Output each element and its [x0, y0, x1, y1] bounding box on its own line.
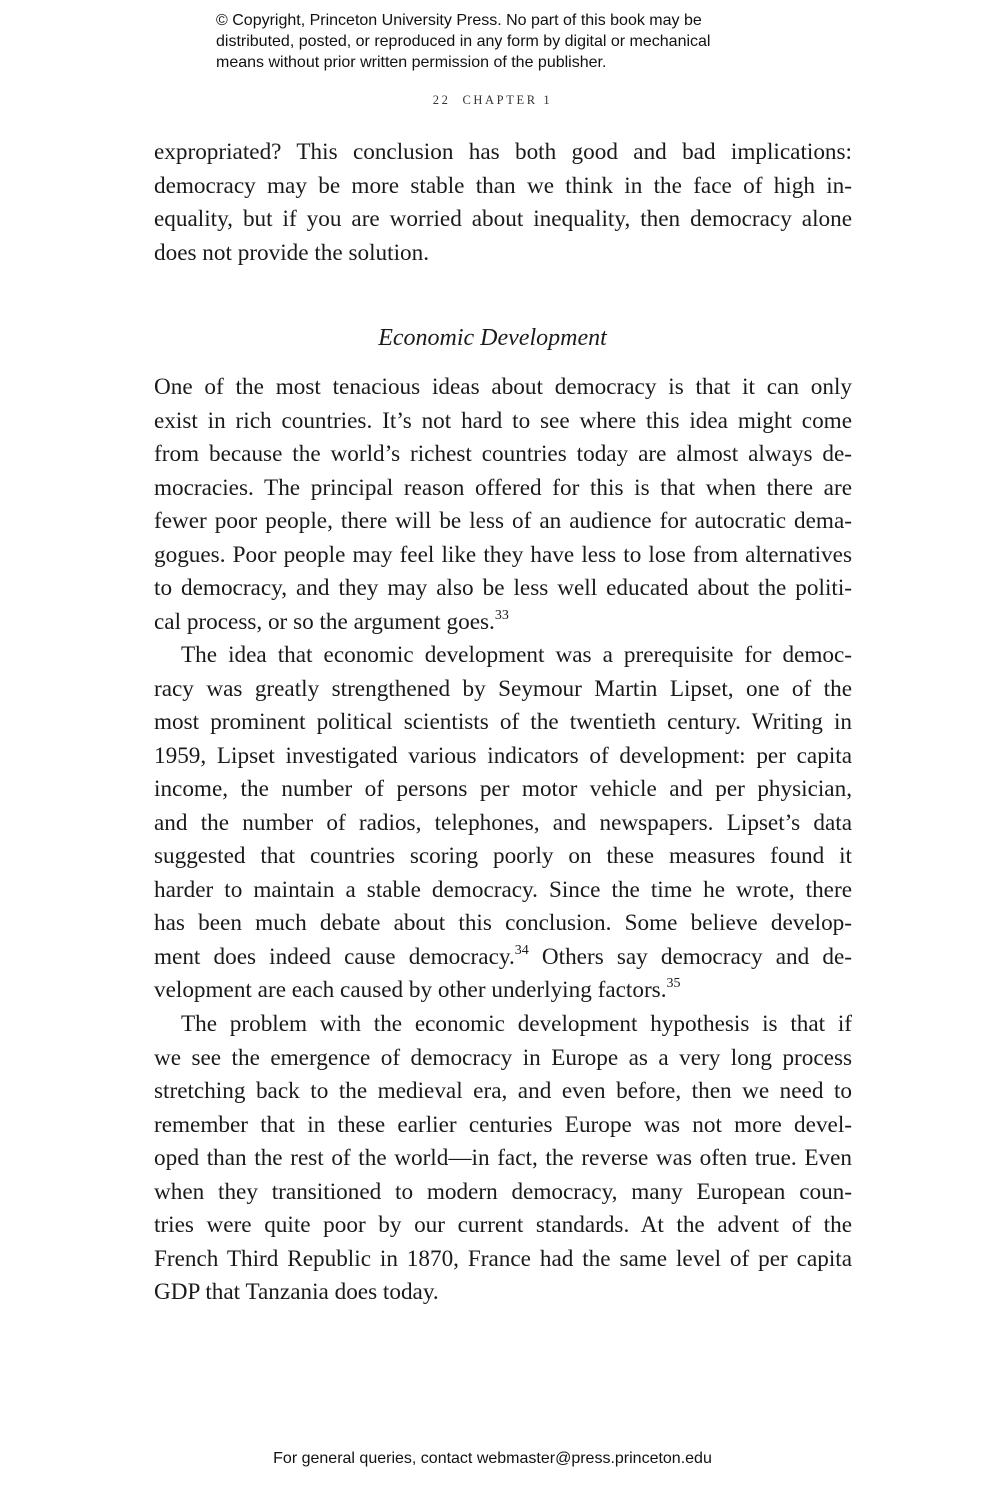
text-line: The idea that economic development was a prerequisite for democ-	[181, 642, 852, 668]
running-head	[0, 93, 985, 108]
text-line: equality, but if you are worried about inequality, then democracy alone	[154, 206, 852, 232]
text-line: racy was greatly strengthened by Seymour Martin Lipset, one of the	[154, 675, 852, 702]
text-line: fewer poor people, there will be less of an audience for autocratic dema-	[154, 508, 852, 534]
text-line: stretching back to the medieval era, and even before, then we need to	[154, 1078, 852, 1104]
text-line	[154, 606, 852, 640]
copyright-line: © Copyright, Princeton University Press. No part of this book may be	[216, 12, 702, 29]
copyright-line: distributed, posted, or reproduced in any form by digital or mechanical	[216, 33, 711, 50]
text-line: most prominent political scientists of the twentieth century. Writing in	[154, 709, 852, 735]
paragraph-2	[154, 639, 852, 1008]
text-line: remember that in these earlier centuries Europe was not more devel-	[154, 1111, 852, 1138]
text-line: mocracies. The principal reason offered for this is that when there are	[154, 474, 852, 501]
text-line: GDP that Tanzania does today.	[154, 1279, 439, 1305]
footnote-ref-34: 34	[514, 942, 529, 958]
text-line: The problem with the economic development hypothesis is that if	[181, 1011, 852, 1037]
text-line: income, the number of persons per motor vehicle and per physician,	[154, 776, 852, 802]
text-line	[154, 974, 852, 1008]
text-line: expropriated? This conclusion has both good and bad implications:	[154, 139, 852, 165]
page-number: 22	[432, 93, 451, 107]
text-fragment: Others say democracy and de-	[528, 943, 852, 970]
text-line: French Third Republic in 1870, France had the same level of per capita	[154, 1245, 852, 1272]
text-line: and the number of radios, telephones, and newspapers. Lipset’s data	[154, 809, 852, 836]
text-line: oped than the rest of the world—in fact, the reverse was often true. Even	[154, 1145, 852, 1171]
text-line: when they transitioned to modern democracy, many European coun-	[154, 1178, 852, 1205]
footer-contact: For general queries, contact webmaster@press.princeton.edu	[273, 1450, 712, 1467]
text-line: suggested that countries scoring poorly on these measures found it	[154, 843, 852, 869]
paragraph-1	[154, 371, 852, 639]
paragraph-3	[154, 1008, 852, 1310]
text-line: from because the world’s richest countries today are almost always de-	[154, 441, 852, 467]
text-line: harder to maintain a stable democracy. Since the time he wrote, there	[154, 876, 852, 903]
text-line: gogues. Poor people may feel like they have less to lose from alternatives	[154, 541, 852, 568]
chapter-label: CHAPTER 1	[462, 93, 553, 107]
footnote-ref-35: 35	[666, 976, 681, 992]
text-line: to democracy, and they may also be less well educated about the politi-	[154, 575, 852, 601]
text-line: exist in rich countries. It’s not hard to see where this idea might come	[154, 407, 852, 434]
text-line: has been much debate about this conclusion. Some believe develop-	[154, 910, 852, 936]
footnote-ref-33: 33	[494, 607, 509, 623]
copyright-notice	[216, 10, 816, 73]
text-line: we see the emergence of democracy in Europe as a very long process	[154, 1044, 852, 1071]
text-fragment: cal process, or so the argument goes.	[154, 608, 495, 635]
text-line: tries were quite poor by our current standards. At the advent of the	[154, 1212, 852, 1238]
text-fragment: velopment are each caused by other underlying factors.	[154, 977, 667, 1003]
text-fragment: ment does indeed cause democracy.	[154, 943, 515, 970]
text-line: One of the most tenacious ideas about democracy is that it can only	[154, 374, 852, 400]
text-line: democracy may be more stable than we think in the face of high in-	[154, 172, 852, 199]
section-heading: Economic Development	[378, 325, 607, 351]
text-line	[154, 941, 852, 975]
opening-paragraph	[154, 136, 852, 270]
text-line: 1959, Lipset investigated various indicators of development: per capita	[154, 742, 852, 769]
copyright-line: means without prior written permission of the publisher.	[216, 54, 607, 71]
text-line: does not provide the solution.	[154, 239, 430, 266]
